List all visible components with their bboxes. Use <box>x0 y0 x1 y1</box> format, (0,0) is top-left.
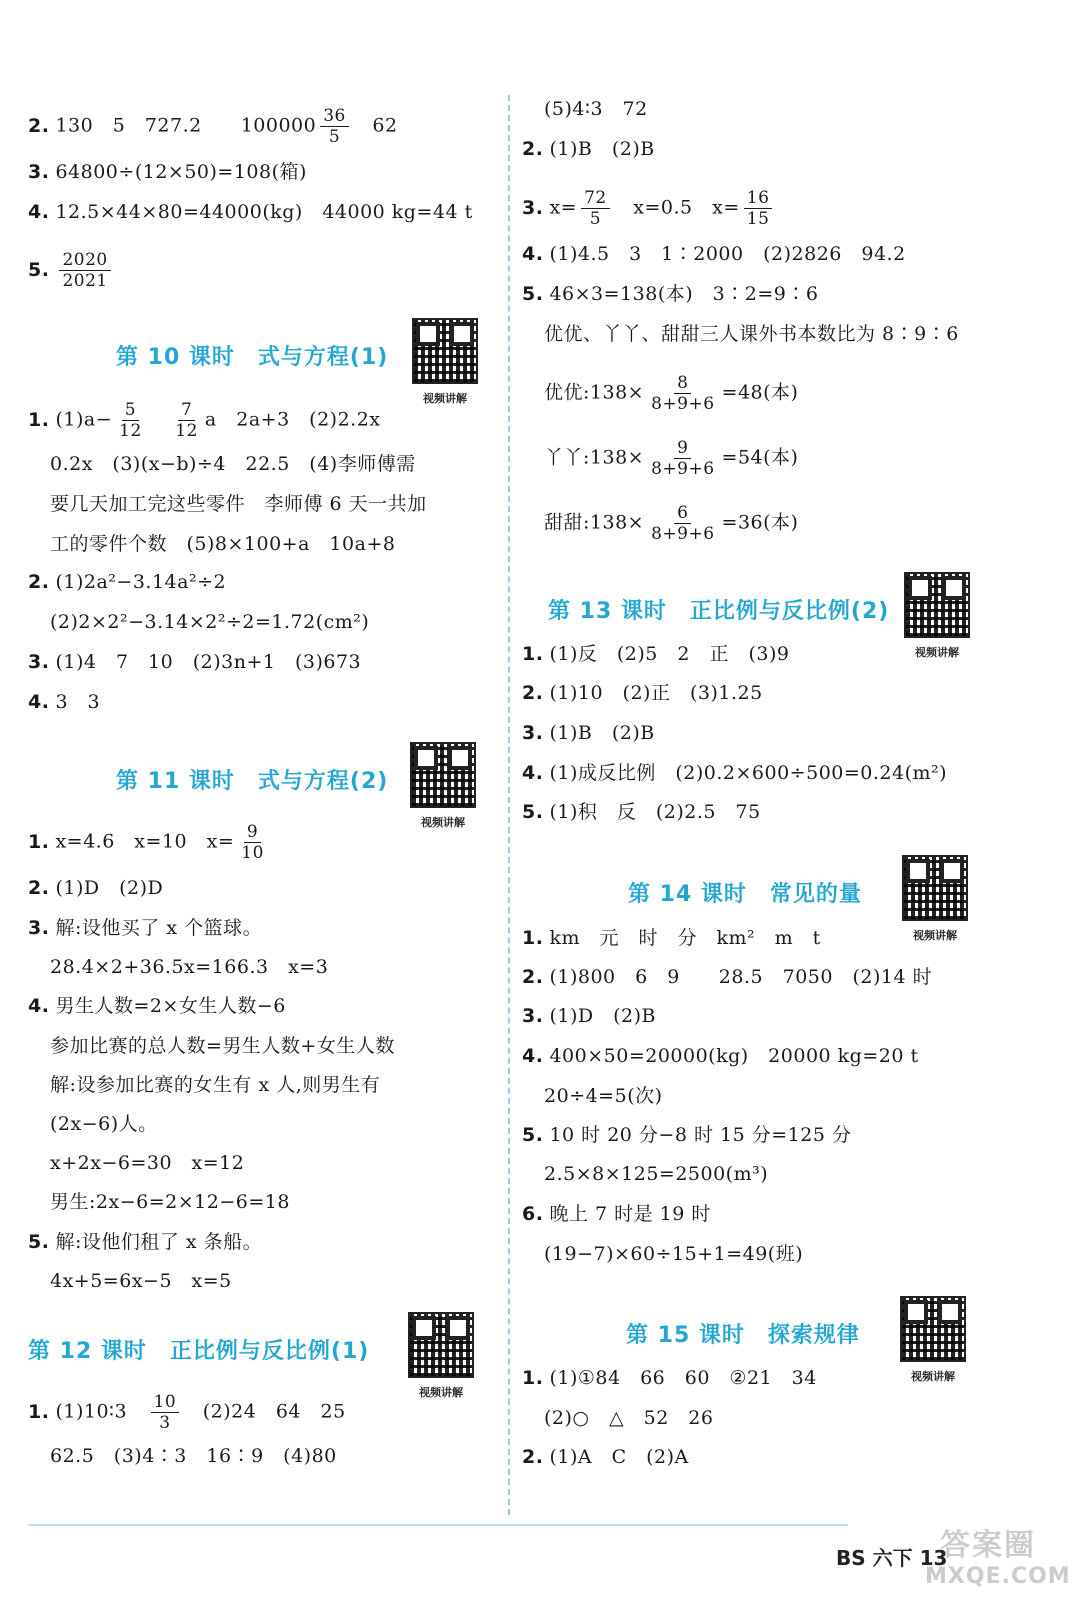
answer-line: 3. (1)B (2)B <box>522 722 655 744</box>
answer-line: 0.2x (3)(x−b)÷4 22.5 (4)李师傅需 <box>50 453 416 475</box>
answer-line: 6. 晚上 7 时是 19 时 <box>522 1203 711 1225</box>
answer-line: 2. 130 5 727.2 100000 $\frac{36}{5}$ 62 <box>28 106 398 147</box>
answer-line: 4. 400×50=20000(kg) 20000 kg=20 t <box>522 1045 919 1067</box>
fraction: $\frac{8}{8+9+6}$ <box>651 373 715 414</box>
section-title: 第 11 课时 式与方程(2) <box>116 769 389 794</box>
answer-line: 4. 12.5×44×80=44000(kg) 44000 kg=44 t <box>28 201 473 223</box>
qr-code-icon[interactable] <box>904 572 970 638</box>
qr-label: 视频讲解 <box>915 646 959 659</box>
answer-line: 1. (1)10∶3 $\frac{10}{3}$ (2)24 64 25 <box>28 1392 346 1433</box>
answer-line: 1. km 元 时 分 km² m t <box>522 927 821 949</box>
answer-line: 1. (1)a− $\frac{5}{12}$ $\frac{7}{12}$ a 2a+3 (2)2.2x <box>28 400 381 441</box>
fraction: $\frac{72}{5}$ <box>581 188 610 229</box>
section-header-12 <box>28 1312 498 1399</box>
answer-line: (2x−6)人。 <box>50 1113 158 1135</box>
answer-line: (19−7)×60÷15+1=49(班) <box>544 1243 804 1265</box>
answer-line: 3. 64800÷(12×50)=108(箱) <box>28 161 307 183</box>
answer-line: 工的零件个数 (5)8×100+a 10a+8 <box>50 533 396 555</box>
fraction: $\frac{9}{10}$ <box>241 822 264 863</box>
section-title: 第 13 课时 正比例与反比例(2) <box>548 599 890 624</box>
fraction: $\frac{16}{15}$ <box>744 188 773 229</box>
answer-line: 丫丫:138× $\frac{9}{8+9+6}$ =54(本) <box>544 438 799 479</box>
answer-line: 3. (1)D (2)B <box>522 1005 656 1027</box>
page-number: BS 六下 13 <box>836 1546 948 1570</box>
fraction: $\frac{2020}{2021}$ <box>59 250 110 291</box>
qr-code-icon[interactable] <box>410 742 476 808</box>
answer-line: 4. (1)成反比例 (2)0.2×600÷500=0.24(m²) <box>522 762 948 784</box>
answer-line: 解:设参加比赛的女生有 x 人,则男生有 <box>50 1074 381 1096</box>
answer-line: 2. (1)B (2)B <box>522 138 655 160</box>
answer-line: 5. (1)积 反 (2)2.5 75 <box>522 801 761 823</box>
section-title: 第 12 课时 正比例与反比例(1) <box>28 1339 370 1364</box>
answer-line: 男生:2x−6=2×12−6=18 <box>50 1191 290 1213</box>
answer-line: 2. (1)2a²−3.14a²÷2 <box>28 571 227 593</box>
section-title: 第 10 课时 式与方程(1) <box>116 345 389 370</box>
fraction: $\frac{7}{12}$ <box>175 400 198 441</box>
section-title: 第 15 课时 探索规律 <box>626 1323 860 1348</box>
answer-line: (2)○ △ 52 26 <box>544 1407 714 1429</box>
fraction: $\frac{5}{12}$ <box>119 400 142 441</box>
answer-line: 参加比赛的总人数=男生人数+女生人数 <box>50 1035 395 1057</box>
fraction: $\frac{9}{8+9+6}$ <box>651 438 715 479</box>
answer-line: 2. (1)10 (2)正 (3)1.25 <box>522 682 763 704</box>
qr-code-icon[interactable] <box>900 1296 966 1362</box>
section-title: 第 14 课时 常见的量 <box>628 882 862 907</box>
answer-line: 4x+5=6x−5 x=5 <box>50 1270 232 1292</box>
fraction: $\frac{36}{5}$ <box>320 106 349 147</box>
answer-line: 3. x= $\frac{72}{5}$ x=0.5 x= $\frac{16}{15}$ <box>522 188 776 229</box>
answer-line: 优优、丫丫、甜甜三人课外书本数比为 8∶9∶6 <box>544 323 959 345</box>
answer-line: 62.5 (3)4∶3 16∶9 (4)80 <box>50 1445 337 1467</box>
qr-label: 视频讲解 <box>913 929 957 942</box>
answer-line: 20÷4=5(次) <box>544 1085 663 1107</box>
qr-label: 视频讲解 <box>423 392 467 405</box>
answer-line: 2. (1)D (2)D <box>28 877 164 899</box>
answer-line: 优优:138× $\frac{8}{8+9+6}$ =48(本) <box>544 373 799 414</box>
answer-line: 28.4×2+36.5x=166.3 x=3 <box>50 956 329 978</box>
answer-line: 要几天加工完这些零件 李师傅 6 天一共加 <box>50 493 427 515</box>
answer-line: 5. $\frac{2020}{2021}$ <box>28 250 115 291</box>
fraction: $\frac{6}{8+9+6}$ <box>651 503 715 544</box>
answer-line: 1. x=4.6 x=10 x= $\frac{9}{10}$ <box>28 822 271 863</box>
answer-line: 4. 男生人数=2×女生人数−6 <box>28 995 286 1017</box>
answer-line: 1. (1)反 (2)5 2 正 (3)9 <box>522 643 790 665</box>
answer-line: 2. (1)A C (2)A <box>522 1446 689 1468</box>
column-divider <box>508 95 510 1515</box>
answer-line: 5. 解:设他们租了 x 条船。 <box>28 1231 263 1253</box>
watermark-logo: 答案圈 MXQE.COM <box>925 1528 1071 1589</box>
section-header-11 <box>28 742 498 829</box>
answer-line: 4. 3 3 <box>28 691 101 713</box>
answer-line: x+2x−6=30 x=12 <box>50 1152 245 1174</box>
answer-line: 5. 46×3=138(本) 3∶2=9∶6 <box>522 283 819 305</box>
bottom-rule <box>28 1524 848 1526</box>
answer-line: (2)2×2²−3.14×2²÷2=1.72(cm²) <box>50 611 370 633</box>
answer-line: 甜甜:138× $\frac{6}{8+9+6}$ =36(本) <box>544 503 799 544</box>
answer-line: 5. 10 时 20 分−8 时 15 分=125 分 <box>522 1124 852 1146</box>
answer-line: (5)4∶3 72 <box>544 98 648 120</box>
fraction: $\frac{10}{3}$ <box>151 1392 180 1433</box>
answer-line: 3. (1)4 7 10 (2)3n+1 (3)673 <box>28 651 362 673</box>
qr-label: 视频讲解 <box>421 816 465 829</box>
section-header-10 <box>28 318 498 405</box>
qr-code-icon[interactable] <box>902 855 968 921</box>
qr-code-icon[interactable] <box>412 318 478 384</box>
answer-line: 2.5×8×125=2500(m³) <box>544 1163 769 1185</box>
answer-line: 2. (1)800 6 9 28.5 7050 (2)14 时 <box>522 966 933 988</box>
answer-line: 1. (1)①84 66 60 ②21 34 <box>522 1367 817 1389</box>
qr-label: 视频讲解 <box>419 1386 463 1399</box>
answer-line: 4. (1)4.5 3 1∶2000 (2)2826 94.2 <box>522 243 906 265</box>
qr-code-icon[interactable] <box>408 1312 474 1378</box>
answer-line: 3. 解:设他买了 x 个篮球。 <box>28 917 263 939</box>
qr-label: 视频讲解 <box>911 1370 955 1383</box>
